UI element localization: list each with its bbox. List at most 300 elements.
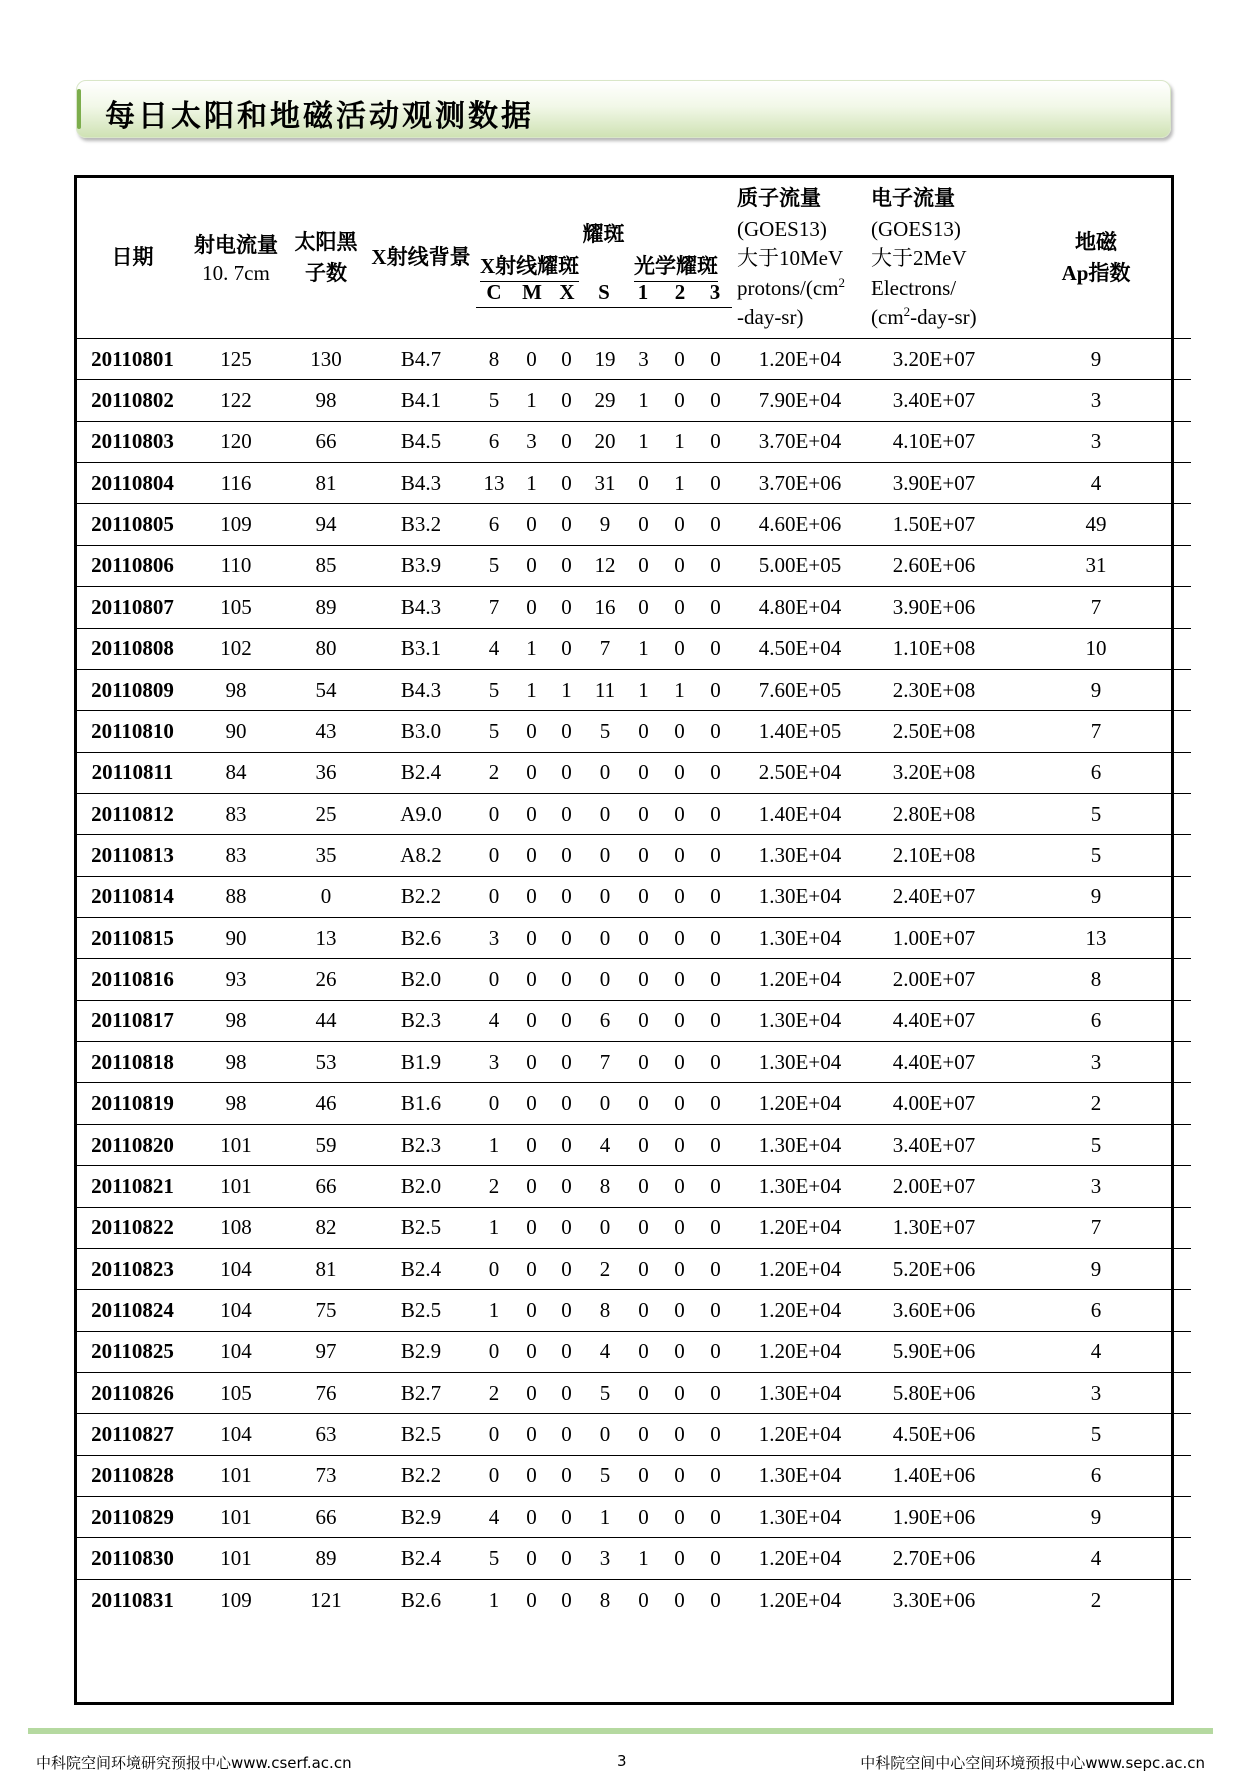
- cell-flare-x: 0: [549, 1455, 584, 1496]
- cell-optical-2: 0: [661, 587, 698, 628]
- cell-optical-2: 0: [661, 339, 698, 380]
- cell-ap-index: 3: [1001, 380, 1191, 421]
- cell-optical-2: 0: [661, 876, 698, 917]
- cell-proton-flux: 2.50E+04: [733, 752, 867, 793]
- cell-optical-1: 0: [626, 1207, 661, 1248]
- table-row: [77, 1124, 1191, 1165]
- header-flare: [474, 178, 733, 339]
- cell-radio-flux: 109: [188, 504, 284, 545]
- cell-proton-flux: 4.60E+06: [733, 504, 867, 545]
- cell-flare-m: 0: [514, 793, 549, 834]
- cell-flare-c: 13: [474, 463, 514, 504]
- cell-radio-flux: 83: [188, 793, 284, 834]
- table-row: [77, 463, 1191, 504]
- table-row: [77, 835, 1191, 876]
- cell-electron-flux: 5.90E+06: [867, 1331, 1001, 1372]
- cell-flare-c: 0: [474, 1455, 514, 1496]
- header-flare-c: C: [486, 280, 502, 304]
- cell-flare-s: 5: [584, 711, 626, 752]
- cell-proton-flux: 1.20E+04: [733, 959, 867, 1000]
- cell-optical-2: 0: [661, 1166, 698, 1207]
- cell-flare-c: 0: [474, 1248, 514, 1289]
- cell-electron-flux: 4.40E+07: [867, 1000, 1001, 1041]
- cell-xray-background: B4.3: [368, 669, 474, 710]
- table-row: [77, 1579, 1191, 1620]
- cell-ap-index: 6: [1001, 1290, 1191, 1331]
- cell-flare-c: 0: [474, 1414, 514, 1455]
- cell-proton-flux: 1.20E+04: [733, 1083, 867, 1124]
- cell-optical-2: 0: [661, 1331, 698, 1372]
- header-xray-background: X射线背景: [368, 178, 474, 339]
- cell-radio-flux: 101: [188, 1166, 284, 1207]
- cell-optical-3: 0: [698, 504, 733, 545]
- cell-sunspot: 82: [284, 1207, 368, 1248]
- cell-radio-flux: 105: [188, 1372, 284, 1413]
- cell-flare-s: 5: [584, 1372, 626, 1413]
- header-radio-flux-line2: 10. 7cm: [202, 261, 270, 286]
- cell-flare-m: 0: [514, 1083, 549, 1124]
- cell-radio-flux: 101: [188, 1124, 284, 1165]
- cell-xray-background: A8.2: [368, 835, 474, 876]
- cell-sunspot: 35: [284, 835, 368, 876]
- cell-flare-x: 0: [549, 1166, 584, 1207]
- cell-electron-flux: 4.50E+06: [867, 1414, 1001, 1455]
- cell-flare-m: 1: [514, 628, 549, 669]
- table-row: [77, 1000, 1191, 1041]
- cell-flare-s: 2: [584, 1248, 626, 1289]
- cell-optical-1: 1: [626, 628, 661, 669]
- cell-flare-m: 0: [514, 876, 549, 917]
- cell-optical-2: 0: [661, 1207, 698, 1248]
- cell-sunspot: 81: [284, 463, 368, 504]
- cell-flare-m: 0: [514, 1455, 549, 1496]
- table-row: [77, 1538, 1191, 1579]
- cell-flare-s: 3: [584, 1538, 626, 1579]
- cell-xray-background: B3.0: [368, 711, 474, 752]
- cell-proton-flux: 1.30E+04: [733, 1166, 867, 1207]
- cell-flare-x: 0: [549, 1042, 584, 1083]
- cell-flare-s: 0: [584, 1083, 626, 1124]
- cell-sunspot: 43: [284, 711, 368, 752]
- table-header: [77, 178, 1191, 339]
- cell-flare-x: 0: [549, 628, 584, 669]
- cell-optical-3: 0: [698, 711, 733, 752]
- cell-flare-x: 0: [549, 752, 584, 793]
- table-row: [77, 421, 1191, 462]
- cell-electron-flux: 3.90E+06: [867, 587, 1001, 628]
- header-flare-underline: [476, 307, 732, 308]
- cell-flare-s: 0: [584, 752, 626, 793]
- cell-flare-s: 12: [584, 545, 626, 586]
- cell-optical-3: 0: [698, 628, 733, 669]
- cell-xray-background: B2.9: [368, 1497, 474, 1538]
- cell-optical-1: 0: [626, 463, 661, 504]
- cell-optical-3: 0: [698, 1455, 733, 1496]
- cell-optical-1: 0: [626, 959, 661, 1000]
- cell-radio-flux: 125: [188, 339, 284, 380]
- cell-flare-s: 4: [584, 1331, 626, 1372]
- table-row: [77, 339, 1191, 380]
- table-row: [77, 918, 1191, 959]
- header-optical-2: 2: [674, 280, 686, 304]
- header-optical-1: 1: [637, 280, 649, 304]
- cell-optical-1: 0: [626, 835, 661, 876]
- cell-radio-flux: 104: [188, 1331, 284, 1372]
- table-body: [77, 339, 1191, 1621]
- header-electron-line2: (GOES13): [871, 216, 961, 241]
- cell-radio-flux: 90: [188, 711, 284, 752]
- cell-proton-flux: 1.40E+05: [733, 711, 867, 752]
- cell-optical-1: 0: [626, 504, 661, 545]
- header-proton-line2: (GOES13): [737, 216, 827, 241]
- cell-optical-2: 1: [661, 421, 698, 462]
- cell-flare-m: 0: [514, 1538, 549, 1579]
- table-row: [77, 1290, 1191, 1331]
- cell-optical-2: 0: [661, 793, 698, 834]
- title-bar: [76, 80, 1171, 138]
- cell-flare-c: 7: [474, 587, 514, 628]
- cell-proton-flux: 1.20E+04: [733, 1414, 867, 1455]
- cell-flare-s: 7: [584, 1042, 626, 1083]
- cell-flare-s: 0: [584, 959, 626, 1000]
- table-row: [77, 545, 1191, 586]
- cell-ap-index: 10: [1001, 628, 1191, 669]
- cell-xray-background: A9.0: [368, 793, 474, 834]
- cell-optical-1: 0: [626, 752, 661, 793]
- cell-electron-flux: 3.30E+06: [892, 1587, 976, 1612]
- cell-sunspot: 89: [284, 587, 368, 628]
- cell-flare-x: 0: [549, 793, 584, 834]
- cell-flare-s: 8: [584, 1290, 626, 1331]
- cell-optical-1: 0: [626, 587, 661, 628]
- cell-flare-m: 0: [514, 752, 549, 793]
- cell-optical-3: 0: [698, 1124, 733, 1165]
- cell-optical-2: 0: [661, 1290, 698, 1331]
- cell-optical-2: 0: [661, 1083, 698, 1124]
- cell-flare-s: 0: [584, 1414, 626, 1455]
- cell-optical-2: 0: [661, 1538, 698, 1579]
- cell-flare-m: 0: [514, 1000, 549, 1041]
- cell-flare-c: 2: [474, 1372, 514, 1413]
- cell-optical-2: 0: [661, 959, 698, 1000]
- cell-electron-flux: 3.90E+07: [867, 463, 1001, 504]
- cell-ap-index: 6: [1001, 1455, 1191, 1496]
- cell-optical-3: 0: [710, 1587, 721, 1612]
- cell-flare-x: 0: [549, 339, 584, 380]
- cell-optical-3: 0: [698, 380, 733, 421]
- cell-date: 20110819: [77, 1083, 188, 1124]
- cell-optical-2: 0: [674, 1587, 685, 1612]
- cell-ap-index: 3: [1001, 1166, 1191, 1207]
- cell-proton-flux: 1.30E+04: [733, 1455, 867, 1496]
- cell-optical-3: 0: [698, 1042, 733, 1083]
- cell-ap-index: 6: [1001, 752, 1191, 793]
- cell-radio-flux: 104: [188, 1414, 284, 1455]
- table-row: [77, 1166, 1191, 1207]
- cell-flare-s: 19: [584, 339, 626, 380]
- cell-date: 20110826: [77, 1372, 188, 1413]
- cell-date: 20110831: [91, 1587, 174, 1612]
- cell-xray-background: B2.3: [368, 1000, 474, 1041]
- cell-electron-flux: 2.50E+08: [867, 711, 1001, 752]
- data-table: [77, 178, 1191, 1621]
- cell-optical-2: 0: [661, 1248, 698, 1289]
- cell-electron-flux: 4.10E+07: [867, 421, 1001, 462]
- table-row: [77, 752, 1191, 793]
- cell-flare-m: 0: [514, 1414, 549, 1455]
- cell-optical-2: 0: [661, 1497, 698, 1538]
- cell-ap-index: 3: [1001, 1042, 1191, 1083]
- cell-electron-flux: 3.60E+06: [867, 1290, 1001, 1331]
- table-row: [77, 1414, 1191, 1455]
- cell-proton-flux: 1.20E+04: [758, 1587, 842, 1612]
- cell-flare-x: 0: [549, 1497, 584, 1538]
- header-electron-line3: 大于2MeV: [871, 246, 967, 271]
- cell-sunspot: 13: [284, 918, 368, 959]
- cell-optical-1: 0: [626, 1166, 661, 1207]
- table-row: [77, 1372, 1191, 1413]
- cell-flare-x: 0: [549, 545, 584, 586]
- cell-xray-background: B1.9: [368, 1042, 474, 1083]
- cell-xray-background: B2.4: [368, 1248, 474, 1289]
- cell-xray-background: B2.2: [368, 876, 474, 917]
- cell-flare-c: 1: [474, 1290, 514, 1331]
- cell-electron-flux: 1.10E+08: [867, 628, 1001, 669]
- cell-flare-m: 0: [514, 959, 549, 1000]
- cell-optical-1: 0: [626, 918, 661, 959]
- cell-flare-x: 0: [549, 1372, 584, 1413]
- header-electron-line1: 电子流量: [871, 186, 955, 211]
- cell-ap-index: 7: [1001, 587, 1191, 628]
- header-proton-unit-sup: 2: [838, 274, 845, 290]
- cell-date: 20110821: [77, 1166, 188, 1207]
- cell-optical-2: 0: [661, 835, 698, 876]
- cell-flare-x: 0: [549, 1207, 584, 1248]
- cell-optical-3: 0: [698, 876, 733, 917]
- cell-ap-index: 8: [1001, 959, 1191, 1000]
- cell-proton-flux: 1.30E+04: [733, 1372, 867, 1413]
- cell-date: 20110811: [77, 752, 188, 793]
- cell-flare-c: 4: [474, 1000, 514, 1041]
- cell-date: 20110813: [77, 835, 188, 876]
- cell-ap-index: 5: [1001, 1414, 1191, 1455]
- cell-optical-1: 1: [626, 380, 661, 421]
- header-ap-line2: Ap指数: [1061, 261, 1131, 285]
- cell-electron-flux: 2.70E+06: [867, 1538, 1001, 1579]
- footer-right-text: 中科院空间中心空间环境预报中心www.sepc.ac.cn: [860, 1754, 1205, 1772]
- cell-xray-background: B2.6: [368, 918, 474, 959]
- header-optical-3: 3: [709, 280, 721, 304]
- cell-xray-background: B2.2: [368, 1455, 474, 1496]
- cell-optical-3: 0: [698, 959, 733, 1000]
- cell-optical-3: 0: [698, 339, 733, 380]
- cell-radio-flux: 101: [188, 1455, 284, 1496]
- cell-date: 20110827: [77, 1414, 188, 1455]
- cell-xray-background: B2.6: [400, 1587, 442, 1612]
- cell-optical-1: 0: [626, 1372, 661, 1413]
- cell-electron-flux: 3.20E+07: [867, 339, 1001, 380]
- cell-radio-flux: 102: [188, 628, 284, 669]
- cell-ap-index: 3: [1001, 421, 1191, 462]
- cell-flare-m: 0: [514, 1248, 549, 1289]
- cell-date: 20110814: [77, 876, 188, 917]
- header-flare-s: S: [598, 280, 610, 304]
- cell-sunspot: 97: [284, 1331, 368, 1372]
- cell-flare-x: 0: [549, 1248, 584, 1289]
- cell-flare-x: 0: [549, 711, 584, 752]
- cell-proton-flux: 1.30E+04: [733, 1124, 867, 1165]
- cell-flare-c: 3: [474, 918, 514, 959]
- cell-optical-3: 0: [698, 1290, 733, 1331]
- cell-proton-flux: 4.50E+04: [733, 628, 867, 669]
- cell-optical-3: 0: [698, 1000, 733, 1041]
- cell-flare-c: 5: [474, 1538, 514, 1579]
- cell-ap-index: 9: [1001, 339, 1191, 380]
- cell-electron-flux: 1.00E+07: [867, 918, 1001, 959]
- cell-sunspot: 85: [284, 545, 368, 586]
- cell-electron-flux: 5.20E+06: [867, 1248, 1001, 1289]
- cell-radio-flux: 110: [188, 545, 284, 586]
- cell-xray-background: B1.6: [368, 1083, 474, 1124]
- cell-flare-c: 1: [474, 1207, 514, 1248]
- cell-optical-2: 0: [661, 1042, 698, 1083]
- cell-radio-flux: 90: [188, 918, 284, 959]
- cell-sunspot: 94: [284, 504, 368, 545]
- cell-flare-m: 1: [514, 463, 549, 504]
- cell-electron-flux: 1.30E+07: [867, 1207, 1001, 1248]
- cell-ap-index: 3: [1001, 1372, 1191, 1413]
- cell-xray-background: B2.3: [368, 1124, 474, 1165]
- cell-optical-1: 3: [626, 339, 661, 380]
- header-optical-flare: 光学耀斑: [634, 250, 718, 282]
- cell-xray-background: B4.5: [368, 421, 474, 462]
- cell-flare-x: 0: [549, 918, 584, 959]
- cell-radio-flux: 104: [188, 1290, 284, 1331]
- cell-electron-flux: 1.40E+06: [867, 1455, 1001, 1496]
- cell-flare-s: 8: [584, 1166, 626, 1207]
- cell-proton-flux: 1.30E+04: [733, 918, 867, 959]
- cell-flare-c: 5: [474, 380, 514, 421]
- cell-flare-m: 0: [514, 1372, 549, 1413]
- cell-flare-c: 8: [474, 339, 514, 380]
- cell-date: 20110807: [77, 587, 188, 628]
- cell-date: 20110825: [77, 1331, 188, 1372]
- cell-flare-c: 5: [474, 669, 514, 710]
- cell-date: 20110803: [77, 421, 188, 462]
- cell-optical-2: 0: [661, 628, 698, 669]
- cell-sunspot: 36: [284, 752, 368, 793]
- cell-flare-s: 0: [584, 835, 626, 876]
- cell-flare-x: 0: [549, 587, 584, 628]
- cell-flare-c: 0: [474, 835, 514, 876]
- cell-optical-1: 0: [626, 1124, 661, 1165]
- header-sunspot-line1: 太阳黑: [294, 229, 358, 254]
- cell-date: 20110822: [77, 1207, 188, 1248]
- cell-ap-index: 49: [1001, 504, 1191, 545]
- cell-flare-c: 6: [474, 421, 514, 462]
- cell-ap-index: 9: [1001, 1497, 1191, 1538]
- cell-sunspot: 26: [284, 959, 368, 1000]
- cell-proton-flux: 7.60E+05: [733, 669, 867, 710]
- table-row: [77, 876, 1191, 917]
- cell-optical-1: 0: [626, 1290, 661, 1331]
- cell-proton-flux: 1.40E+04: [733, 793, 867, 834]
- cell-sunspot: 81: [284, 1248, 368, 1289]
- cell-electron-flux: 1.90E+06: [867, 1497, 1001, 1538]
- cell-electron-flux: 2.00E+07: [867, 1166, 1001, 1207]
- cell-flare-m: 0: [514, 504, 549, 545]
- cell-ap-index: 7: [1001, 1207, 1191, 1248]
- cell-sunspot: 121: [310, 1587, 342, 1612]
- cell-flare-m: 0: [514, 1497, 549, 1538]
- cell-ap-index: 5: [1001, 835, 1191, 876]
- cell-xray-background: B2.5: [368, 1414, 474, 1455]
- header-proton-line5: -day-sr): [737, 305, 804, 330]
- cell-flare-c: 4: [474, 1497, 514, 1538]
- cell-flare-c: 2: [474, 1166, 514, 1207]
- cell-date: 20110806: [77, 545, 188, 586]
- cell-flare-c: 3: [474, 1042, 514, 1083]
- data-table-frame: [74, 175, 1174, 1705]
- cell-radio-flux: 105: [188, 587, 284, 628]
- cell-flare-m: 0: [514, 587, 549, 628]
- cell-flare-c: 0: [474, 959, 514, 1000]
- cell-sunspot: 0: [284, 876, 368, 917]
- cell-ap-index: 13: [1001, 918, 1191, 959]
- page-number: 3: [617, 1752, 627, 1770]
- cell-sunspot: 25: [284, 793, 368, 834]
- table-row: [77, 1455, 1191, 1496]
- header-radio-flux-line1: 射电流量: [194, 232, 278, 257]
- cell-xray-background: B2.5: [368, 1290, 474, 1331]
- table-row: [77, 380, 1191, 421]
- cell-flare-s: 9: [584, 504, 626, 545]
- cell-flare-s: 7: [584, 628, 626, 669]
- cell-optical-1: 0: [626, 1248, 661, 1289]
- cell-radio-flux: 98: [188, 1042, 284, 1083]
- cell-proton-flux: 1.30E+04: [733, 1497, 867, 1538]
- cell-flare-x: 1: [549, 669, 584, 710]
- cell-optical-3: 0: [698, 1372, 733, 1413]
- cell-flare-x: 0: [549, 1331, 584, 1372]
- cell-flare-m: 0: [514, 835, 549, 876]
- table-row: [77, 587, 1191, 628]
- cell-flare-m: 0: [514, 339, 549, 380]
- cell-optical-3: 0: [698, 793, 733, 834]
- cell-proton-flux: 1.30E+04: [733, 876, 867, 917]
- footer-divider: [28, 1728, 1213, 1734]
- cell-electron-flux: 2.80E+08: [867, 793, 1001, 834]
- cell-flare-c: 4: [474, 628, 514, 669]
- cell-electron-flux: 2.10E+08: [867, 835, 1001, 876]
- table-row: [77, 504, 1191, 545]
- cell-electron-flux: 4.40E+07: [867, 1042, 1001, 1083]
- header-proton-line3: 大于10MeV: [737, 246, 844, 271]
- footer-left-text: 中科院空间环境研究预报中心www.cserf.ac.cn: [36, 1754, 352, 1772]
- cell-flare-s: 0: [584, 793, 626, 834]
- header-proton-flux: [733, 178, 867, 339]
- cell-ap-index: 5: [1001, 1124, 1191, 1165]
- cell-optical-2: 0: [661, 380, 698, 421]
- cell-xray-background: B2.7: [368, 1372, 474, 1413]
- cell-flare-m: 0: [514, 1331, 549, 1372]
- cell-flare-s: 0: [584, 918, 626, 959]
- cell-xray-background: B2.0: [368, 1166, 474, 1207]
- cell-optical-3: 0: [698, 1248, 733, 1289]
- page-title: 每日太阳和地磁活动观测数据: [105, 99, 534, 134]
- cell-flare-m: 0: [514, 1207, 549, 1248]
- table-row: [77, 669, 1191, 710]
